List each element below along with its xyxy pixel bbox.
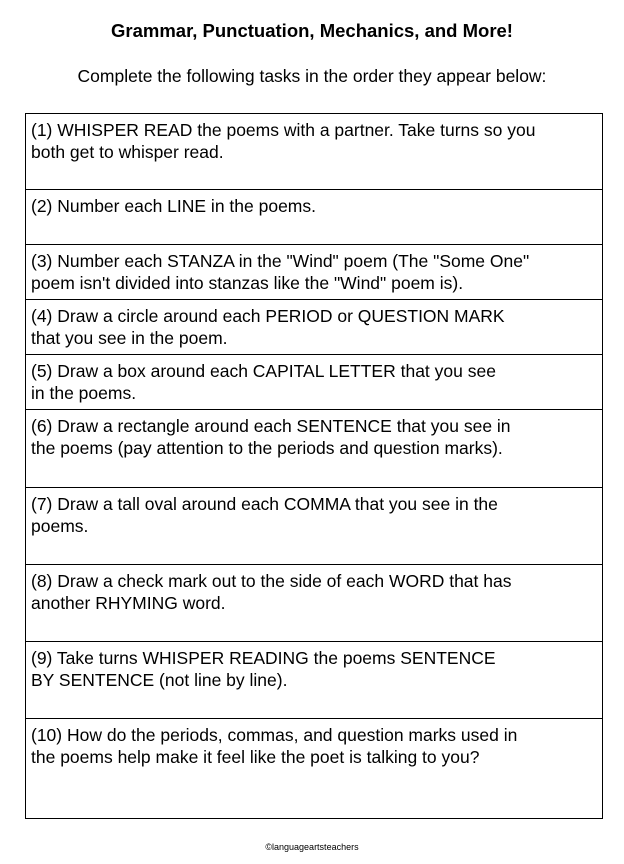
- page-title: Grammar, Punctuation, Mechanics, and More!: [111, 20, 513, 41]
- copyright-footer: ©languageartsteachers: [265, 842, 359, 852]
- task-text: (4) Draw a circle around each PERIOD or QUESTION MARK that you see in the poem.: [31, 306, 505, 348]
- task-row-5: [26, 355, 602, 410]
- task-text: (10) How do the periods, commas, and question marks used in the poems help make it feel like the poet is talking to you?: [31, 725, 518, 767]
- task-text: (7) Draw a tall oval around each COMMA that you see in the poems.: [31, 494, 498, 536]
- task-text: (5) Draw a box around each CAPITAL LETTER that you see in the poems.: [31, 361, 496, 403]
- task-row-6: [26, 410, 602, 488]
- task-row-4: [26, 300, 602, 355]
- task-row-10: [26, 719, 602, 818]
- task-text: (3) Number each STANZA in the "Wind" poem (The "Some One" poem isn't divided into stanzas like the "Wind" poem is).: [31, 251, 530, 293]
- task-row-1: [26, 114, 602, 190]
- task-text: (2) Number each LINE in the poems.: [31, 196, 316, 216]
- task-text: (6) Draw a rectangle around each SENTENCE that you see in the poems (pay attention to the periods and question marks).: [31, 416, 511, 458]
- task-text: (1) WHISPER READ the poems with a partner. Take turns so you both get to whisper read.: [31, 120, 536, 162]
- task-text: (9) Take turns WHISPER READING the poems SENTENCE BY SENTENCE (not line by line).: [31, 648, 496, 690]
- task-row-8: [26, 565, 602, 642]
- task-table: [25, 113, 603, 819]
- task-text: (8) Draw a check mark out to the side of each WORD that has another RHYMING word.: [31, 571, 512, 613]
- task-row-9: [26, 642, 602, 719]
- task-row-3: [26, 245, 602, 300]
- task-row-7: [26, 488, 602, 565]
- instructions: Complete the following tasks in the order they appear below:: [77, 66, 547, 86]
- task-row-2: [26, 190, 602, 245]
